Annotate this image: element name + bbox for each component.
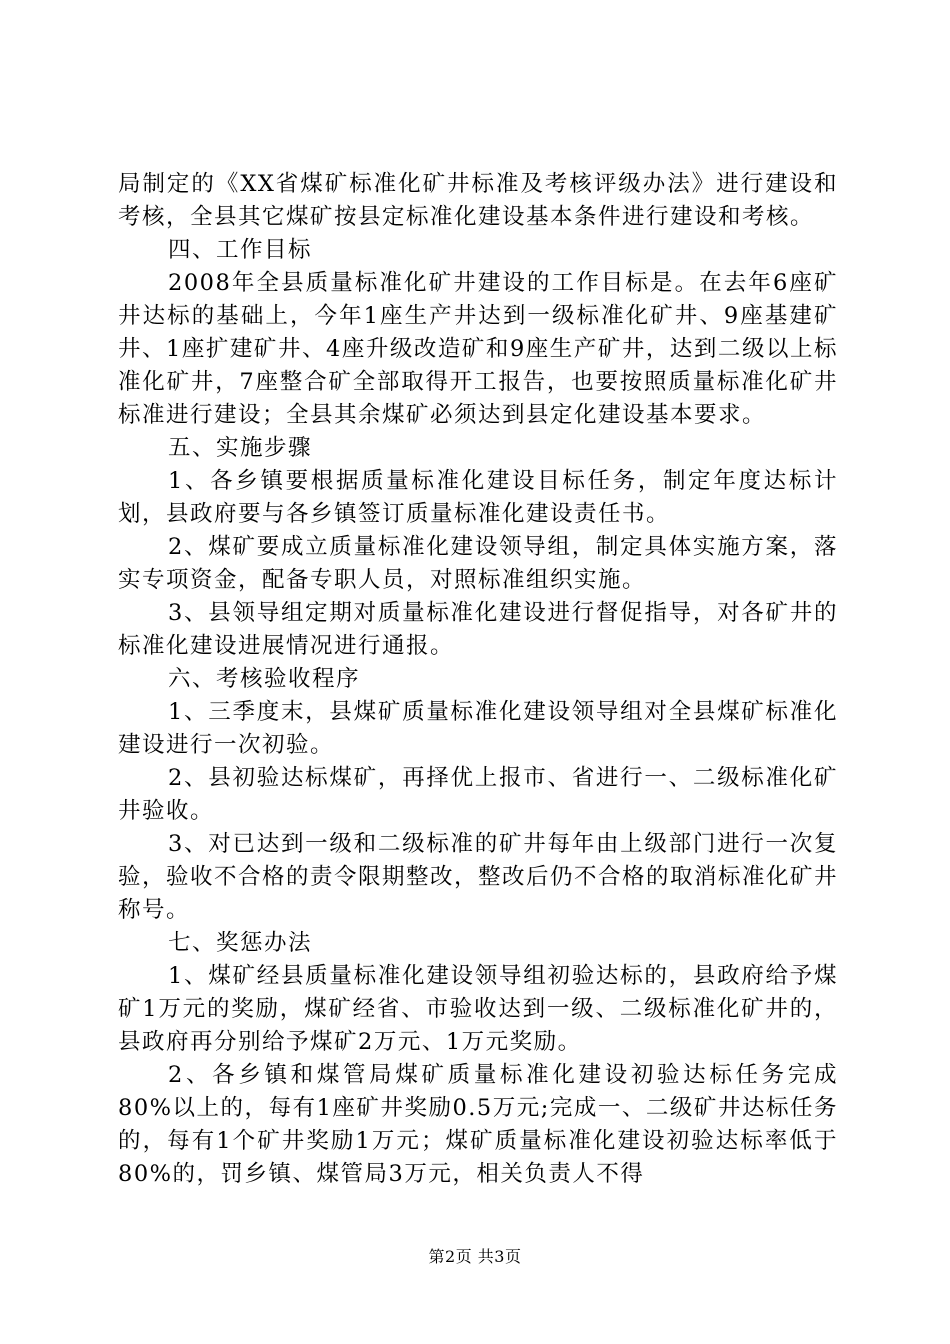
paragraph-work-goal: 2008年全县质量标准化矿井建设的工作目标是。在去年6座矿井达标的基础上，今年1座生产井达到一级标准化矿井、9座基建矿井、1座扩建矿井、4座升级改造矿和9座生产矿井，达到二级以上标准化矿井，7座整合矿全部取得开工报告，也要按照质量标准化矿井标准进行建设；全县其余煤矿必须达到县定化建设基本要求。 (118, 270, 838, 428)
paragraph-step-2: 2、煤矿要成立质量标准化建设领导组，制定具体实施方案，落实专项资金，配备专职人员，对照标准组织实施。 (118, 534, 838, 593)
section-heading-7: 七、奖惩办法 (168, 930, 313, 956)
paragraph-step-1: 1、各乡镇要根据质量标准化建设目标任务，制定年度达标计划，县政府要与各乡镇签订质量标准化建设责任书。 (118, 468, 838, 527)
paragraph-step-3: 3、县领导组定期对质量标准化建设进行督促指导，对各矿井的标准化建设进展情况进行通报。 (118, 600, 838, 659)
paragraph-continuation: 局制定的《XX省煤矿标准化矿井标准及考核评级办法》进行建设和考核，全县其它煤矿按县定标准化建设基本条件进行建设和考核。 (118, 171, 838, 230)
section-heading-6: 六、考核验收程序 (168, 666, 361, 692)
paragraph-reward-2: 2、各乡镇和煤管局煤矿质量标准化建设初验达标任务完成80%以上的，每有1座矿井奖励0.5万元;完成一、二级矿井达标任务的，每有1个矿井奖励1万元；煤矿质量标准化建设初验达标率低于80%的，罚乡镇、煤管局3万元，相关负责人不得 (118, 1062, 838, 1187)
page-number-footer: 第2页 共3页 (428, 1247, 522, 1266)
section-heading-4: 四、工作目标 (168, 237, 313, 263)
paragraph-reward-1: 1、煤矿经县质量标准化建设领导组初验达标的，县政府给予煤矿1万元的奖励，煤矿经省、市验收达到一级、二级标准化矿井的，县政府再分别给予煤矿2万元、1万元奖励。 (118, 963, 838, 1055)
paragraph-inspection-3: 3、对已达到一级和二级标准的矿井每年由上级部门进行一次复验，验收不合格的责令限期整改，整改后仍不合格的取消标准化矿井称号。 (118, 831, 839, 923)
document-body (118, 168, 838, 1191)
section-heading-5: 五、实施步骤 (168, 435, 313, 461)
paragraph-inspection-1: 1、三季度末，县煤矿质量标准化建设领导组对全县煤矿标准化建设进行一次初验。 (118, 699, 838, 758)
paragraph-inspection-2: 2、县初验达标煤矿，再择优上报市、省进行一、二级标准化矿井验收。 (118, 765, 838, 824)
